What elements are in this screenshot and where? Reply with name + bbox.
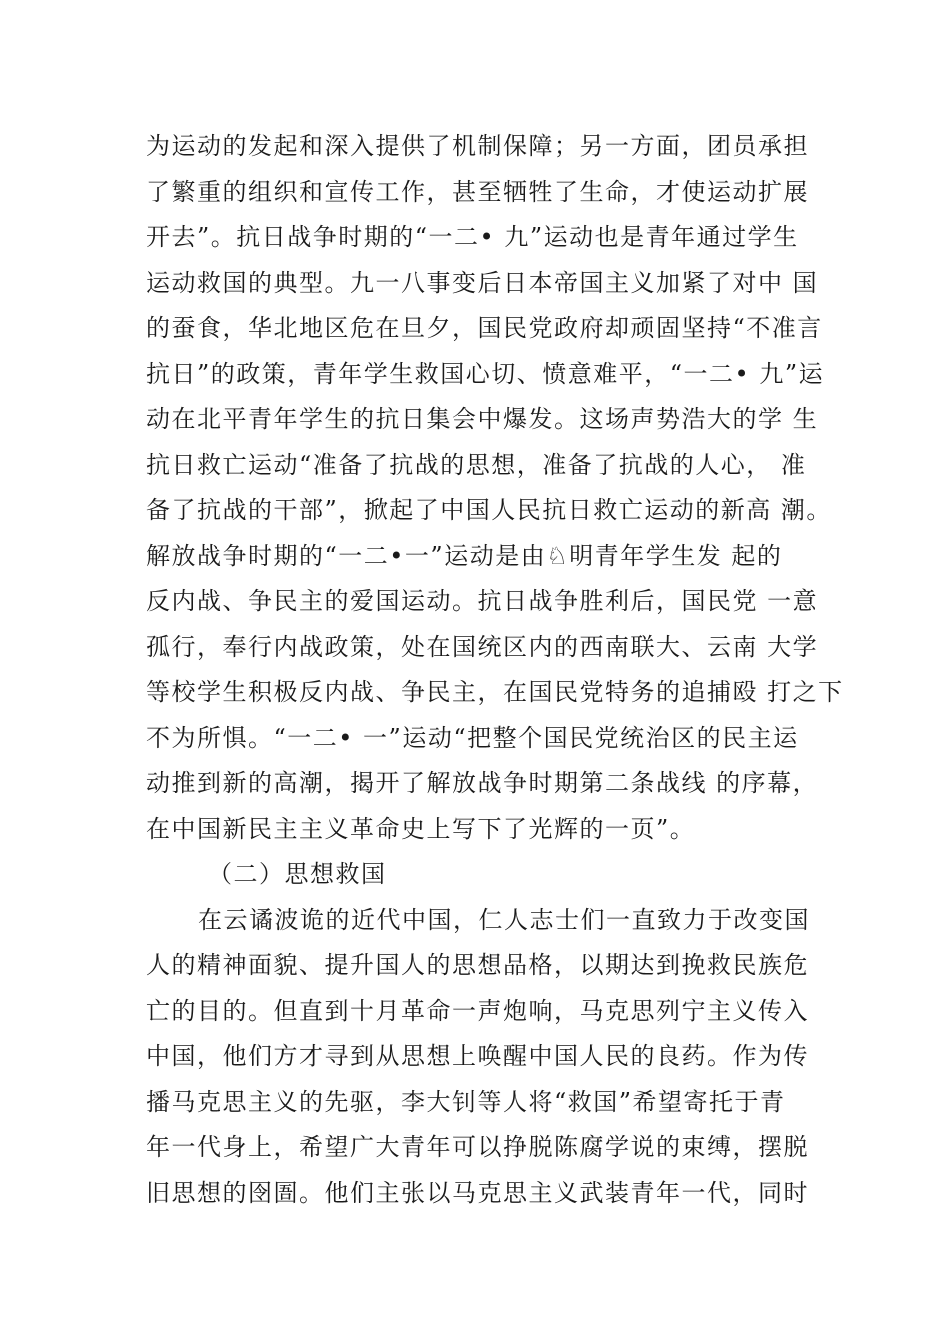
paragraph-1 — [146, 124, 846, 852]
text-line: 解放战争时期的“一二•一”运动是由♘明青年学生发 起的 — [146, 541, 783, 570]
text-line: 备了抗战的干部”，掀起了中国人民抗日救亡运动的新高 潮。 — [146, 496, 832, 524]
text-line: 在中国新民主主义革命史上写下了光辉的一页”。 — [146, 814, 696, 843]
text-line: 了繁重的组织和宣传工作，甚至牺牲了生命，才使运动扩展 — [146, 177, 809, 206]
text-line: 动推到新的高潮，揭开了解放战争时期第二条战线 的序幕， — [146, 769, 819, 797]
text-line: 抗日救亡运动“准备了抗战的思想，准备了抗战的人心， 准 — [146, 450, 807, 479]
text-line: 反内战、争民主的爱国运动。抗日战争胜利后，国民党 一意 — [146, 587, 819, 615]
text-line: 不为所惧。“一二• 一”运动“把整个国民党统治区的民主运 — [146, 723, 799, 752]
text-line: 在云谲波诡的近代中国，仁人志士们一直致力于改变国 — [198, 905, 810, 934]
section-heading: （二）思想救国 — [208, 860, 387, 888]
text-line: 人的精神面貌、提升国人的思想品格，以期达到挽救民族危 — [146, 951, 809, 979]
text-line: 亡的目的。但直到十月革命一声炮响，马克思列宁主义传入 — [146, 996, 809, 1025]
text-line: 抗日”的政策，青年学生救国心切、愤意难平，“一二• 九”运 — [146, 359, 825, 388]
text-line: 动在北平青年学生的抗日集会中爆发。这场声势浩大的学 生 — [146, 405, 819, 433]
text-line: 播马克思主义的先驱，李大钊等人将“救国”希望寄托于青 — [146, 1087, 786, 1116]
text-line: 中国，他们方才寻到从思想上唤醒中国人民的良药。作为传 — [146, 1042, 809, 1070]
text-block — [146, 124, 846, 1216]
text-line: 孤行，奉行内战政策，处在国统区内的西南联大、云南 大学 — [146, 632, 819, 661]
text-line: 年一代身上，希望广大青年可以挣脱陈腐学说的束缚，摆脱 — [146, 1133, 809, 1161]
text-line: 开去”。抗日战争时期的“一二• 九”运动也是青年通过学生 — [146, 223, 799, 251]
text-line: 为运动的发起和深入提供了机制保障；另一方面，团员承担 — [146, 132, 809, 160]
text-line: 旧思想的囹圄。他们主张以马克思主义武装青年一代，同时 — [146, 1178, 809, 1207]
paragraph-2 — [146, 898, 846, 1217]
text-line: 的蚕食，华北地区危在旦夕，国民党政府却顽固坚持“不准言 — [146, 314, 823, 342]
text-line: 运动救国的典型。九一八事变后日本帝国主义加紧了对中 国 — [146, 268, 819, 297]
text-line: 等校学生积极反内战、争民主，在国民党特务的追捕殴 打之下 — [146, 678, 844, 706]
